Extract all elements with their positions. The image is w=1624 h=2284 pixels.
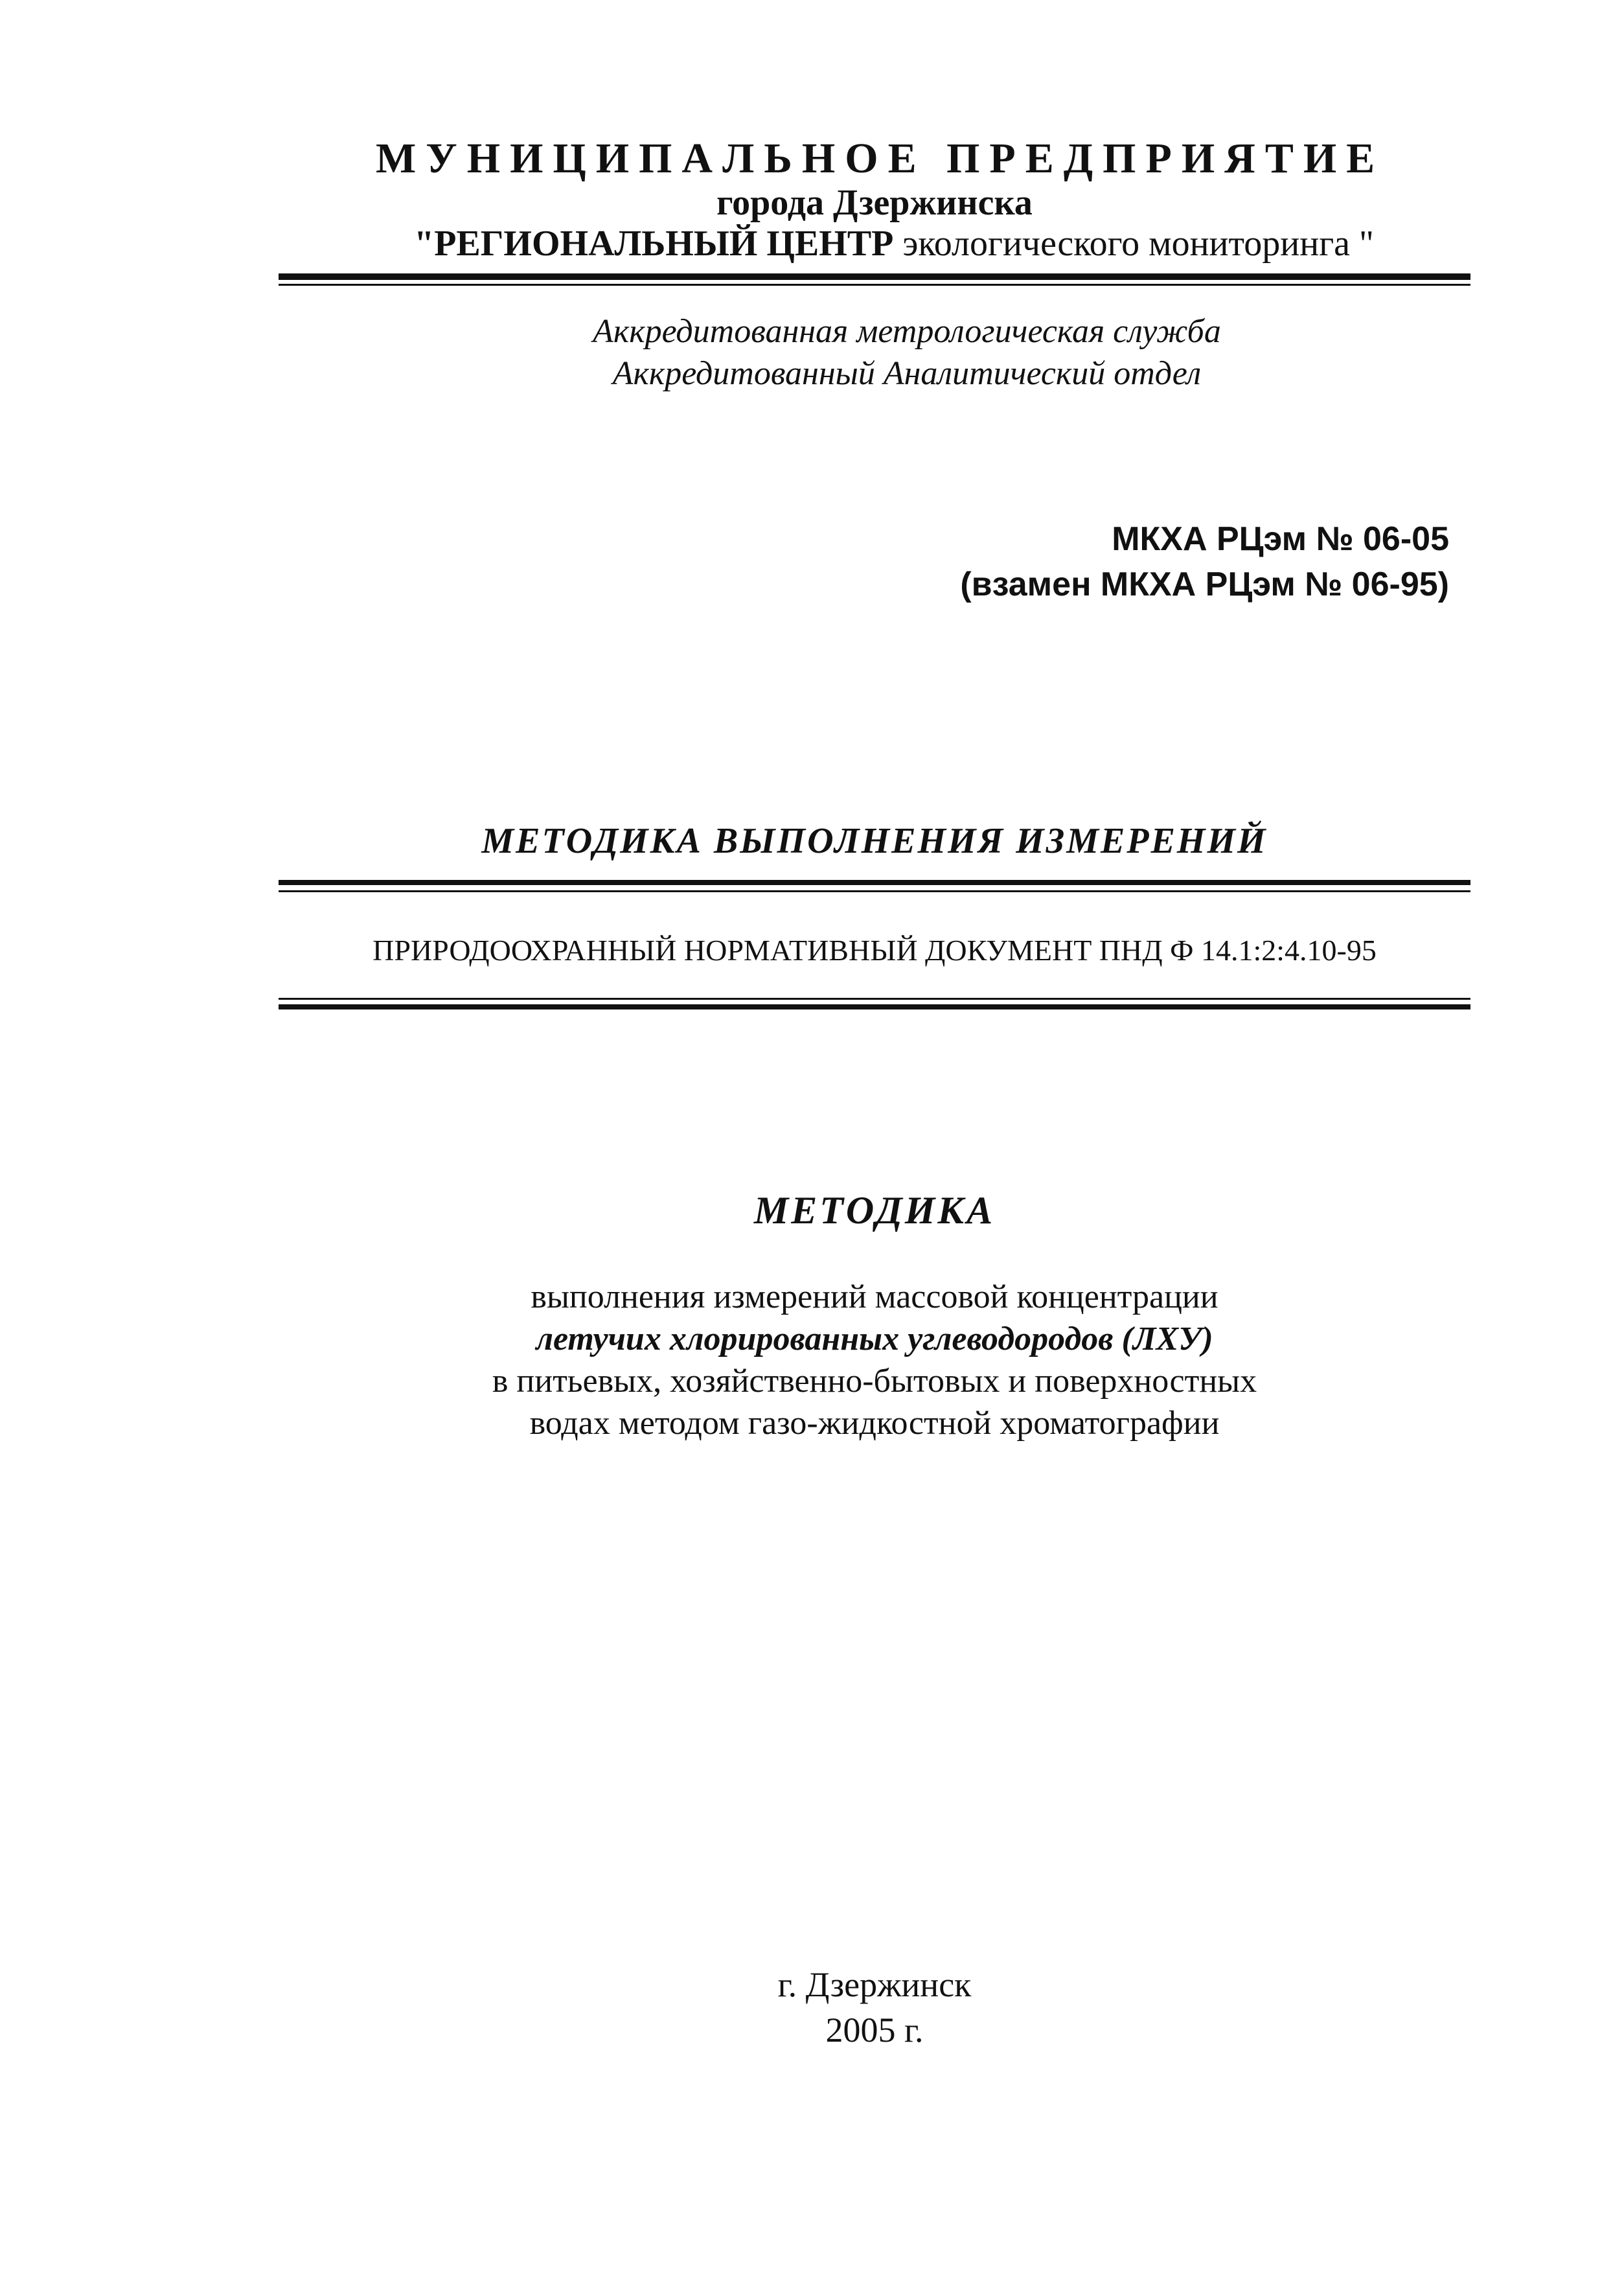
- footer-city: г. Дзержинск: [777, 1965, 972, 2004]
- header-rule-thin: [279, 284, 1470, 286]
- description-line-3: в питьевых, хозяйственно-бытовых и поверхностных: [492, 1363, 1257, 1400]
- organization-city: города Дзержинска: [716, 183, 1033, 223]
- normative-document: ПРИРОДООХРАННЫЙ НОРМАТИВНЫЙ ДОКУМЕНТ ПНД Ф 14.1:2:4.10-95: [372, 934, 1377, 967]
- nd-rule-thin: [279, 998, 1470, 1000]
- organization-center-rest: экологического мониторинга ": [893, 224, 1374, 264]
- title-rule-thin: [279, 890, 1470, 892]
- organization-center: [350, 220, 1438, 267]
- nd-rule-thick: [279, 1004, 1470, 1009]
- title-rule-thick: [279, 880, 1470, 885]
- method-heading: МЕТОДИКА: [753, 1189, 996, 1232]
- description-line-4: водах методом газо-жидкостной хроматографии: [529, 1405, 1220, 1442]
- organization-center-bold: "РЕГИОНАЛЬНЫЙ ЦЕНТР: [414, 224, 894, 264]
- accreditation-metrology: Аккредитованная метрологическая служба: [593, 313, 1221, 350]
- document-code: МКХА РЦэм № 06-05: [1112, 520, 1449, 558]
- accreditation-analytical: Аккредитованный Аналитический отдел: [612, 355, 1202, 392]
- document-code-replaces: (взамен МКХА РЦэм № 06-95): [960, 566, 1449, 603]
- footer-year: 2005 г.: [825, 2011, 924, 2049]
- description-line-2: летучих хлорированных углеводородов (ЛХУ): [536, 1321, 1213, 1357]
- method-title: МЕТОДИКА ВЫПОЛНЕНИЯ ИЗМЕРЕНИЙ: [481, 821, 1268, 861]
- description-line-1: выполнения измерений массовой концентрации: [531, 1278, 1218, 1315]
- organization-name: МУНИЦИПАЛЬНОЕ ПРЕДПРИЯТИЕ: [376, 135, 1385, 182]
- header-rule-thick: [279, 273, 1470, 280]
